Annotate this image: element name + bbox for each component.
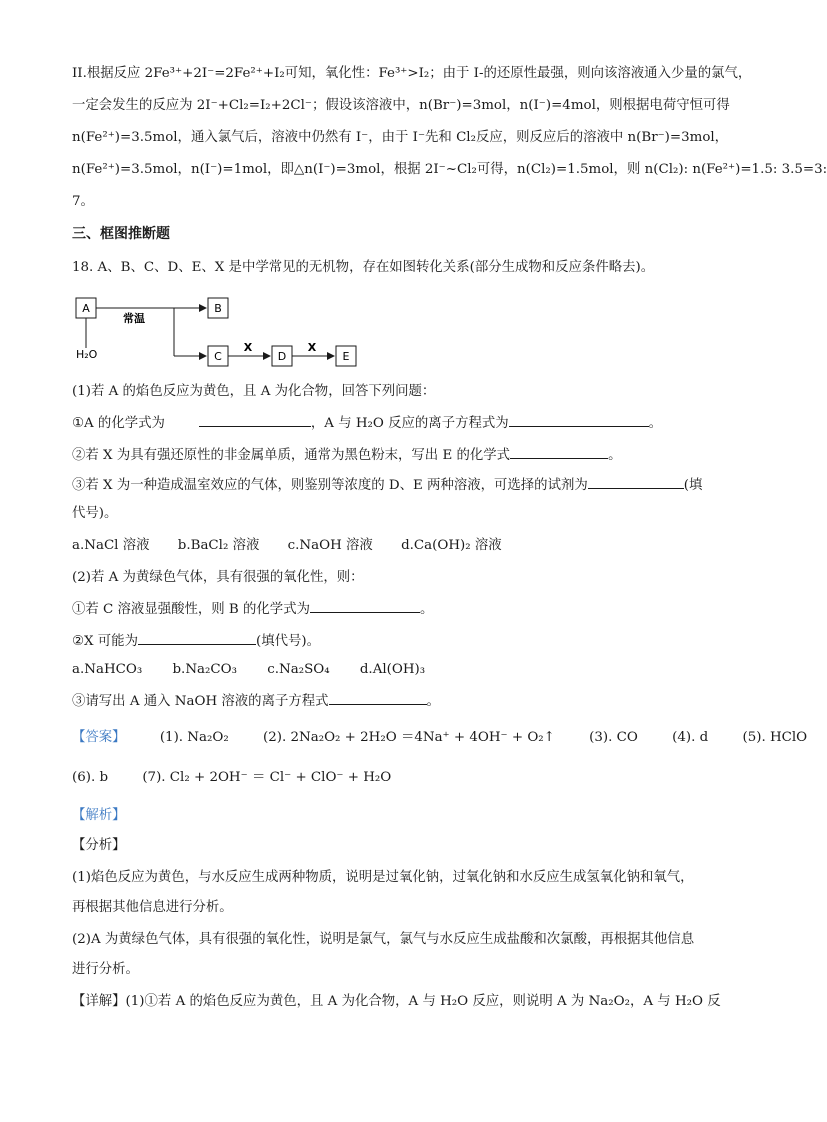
analysis-text: (1)焰色反应为黄色，与水反应生成两种物质，说明是过氧化钠，过氧化钠和水反应生成氢氧化钠和氧气， (72, 870, 694, 885)
answer-item: (6). b (72, 770, 109, 785)
analysis-text: (2)A 为黄绿色气体，具有很强的氧化性，说明是氯气，氯气与水反应生成盐酸和次氯酸，再根据其他信息 (72, 932, 695, 947)
part1-q1: ①A 的化学式为 ，A 与 H₂O 反应的离子方程式为 。 (72, 412, 662, 434)
option: d.Al(OH)₃ (359, 662, 426, 677)
part1-q2: ②若 X 为具有强还原性的非金属单质，通常为黑色粉末，写出 E 的化学式 。 (72, 444, 621, 466)
label-d: D (277, 350, 287, 363)
part1-q3: ③若 X 为一种造成温室效应的气体，则鉴别等浓度的 D、E 两种溶液，可选择的试剂为 (填 (72, 474, 702, 496)
label-condition: 常温 (123, 312, 145, 325)
option: c.Na₂SO₄ (267, 662, 330, 677)
part2-q2: ②X 可能为 (填代号)。 (72, 630, 320, 652)
text-line: n(Fe²⁺)=3.5mol，通入氯气后，溶液中仍然有 I⁻，由于 I⁻先和 Cl₂反应，则反应后的溶液中 n(Br⁻)=3mol， (72, 130, 729, 145)
answer-row-1 (72, 728, 807, 748)
part2-q3: ③请写出 A 通入 NaOH 溶液的离子方程式 。 (72, 690, 440, 712)
answer-blank[interactable] (588, 474, 684, 489)
answer-item: (4). d (672, 730, 709, 745)
text-line: n(Fe²⁺)=3.5mol，n(I⁻)=1mol，即△n(I⁻)=3mol，根据 2I⁻~Cl₂可得，n(Cl₂)=1.5mol，则 n(Cl₂): n(Fe²⁺)=1.5: 3.5=3: (72, 162, 827, 177)
text-line: 7。 (72, 194, 94, 209)
part2-intro: (2)若 A 为黄绿色气体，具有很强的氧化性，则： (72, 570, 364, 585)
section-title: 三、框图推断题 (72, 226, 170, 242)
answer-item: (5). HClO (742, 730, 808, 745)
options-1 (72, 536, 502, 556)
label-x2: X (307, 341, 317, 354)
answer-label: 【答案】 (72, 730, 126, 745)
analysis-label: 【解析】 (72, 808, 126, 823)
label-x1: X (243, 341, 253, 354)
answer-blank[interactable] (138, 630, 256, 645)
part1-intro: (1)若 A 的焰色反应为黄色，且 A 为化合物，回答下列问题： (72, 384, 436, 399)
option: c.NaOH 溶液 (287, 538, 373, 553)
label-b: B (214, 302, 222, 315)
label-h2o: H₂O (76, 348, 98, 361)
option: a.NaCl 溶液 (72, 538, 150, 553)
question-stem: 18. A、B、C、D、E、X 是中学常见的无机物，存在如图转化关系(部分生成物和反应条件略去)。 (72, 260, 655, 275)
text-line: 一定会发生的反应为 2I⁻+Cl₂=I₂+2Cl⁻；假设该溶液中，n(Br⁻)=3mol，n(I⁻)=4mol，则根据电荷守恒可得 (72, 98, 730, 113)
option: b.Na₂CO₃ (172, 662, 237, 677)
analysis-sub-label: 【分析】 (72, 838, 126, 853)
option: a.NaHCO₃ (72, 662, 143, 677)
answer-row-2 (72, 768, 391, 788)
answer-item: (7). Cl₂ + 2OH⁻ ＝ Cl⁻ + ClO⁻ + H₂O (142, 770, 392, 785)
label-e: E (342, 350, 350, 363)
answer-item: (3). CO (589, 730, 638, 745)
label-c: C (214, 350, 222, 363)
option: b.BaCl₂ 溶液 (177, 538, 260, 553)
answer-blank[interactable] (510, 444, 608, 459)
label-a: A (82, 302, 90, 315)
part1-q3-cont: 代号)。 (72, 506, 118, 521)
options-2 (72, 660, 425, 680)
analysis-text: 再根据其他信息进行分析。 (72, 900, 233, 915)
answer-blank[interactable] (509, 412, 649, 427)
part2-q1: ①若 C 溶液显强酸性，则 B 的化学式为 。 (72, 598, 433, 620)
analysis-text: 进行分析。 (72, 962, 139, 977)
answer-blank[interactable] (199, 412, 311, 427)
answer-item: (1). Na₂O₂ (159, 730, 229, 745)
text-line: II.根据反应 2Fe³⁺+2I⁻=2Fe²⁺+I₂可知，氧化性：Fe³⁺>I₂；由于 I-的还原性最强，则向该溶液通入少量的氯气， (72, 66, 752, 81)
answer-blank[interactable] (310, 598, 420, 613)
option: d.Ca(OH)₂ 溶液 (401, 538, 502, 553)
conversion-diagram (70, 290, 370, 374)
answer-item: (2). 2Na₂O₂ + 2H₂O ＝4Na⁺ + 4OH⁻ + O₂↑ (263, 730, 555, 745)
answer-blank[interactable] (329, 690, 427, 705)
detail-text: 【详解】(1)①若 A 的焰色反应为黄色，且 A 为化合物，A 与 H₂O 反应，则说明 A 为 Na₂O₂，A 与 H₂O 反 (72, 994, 721, 1009)
